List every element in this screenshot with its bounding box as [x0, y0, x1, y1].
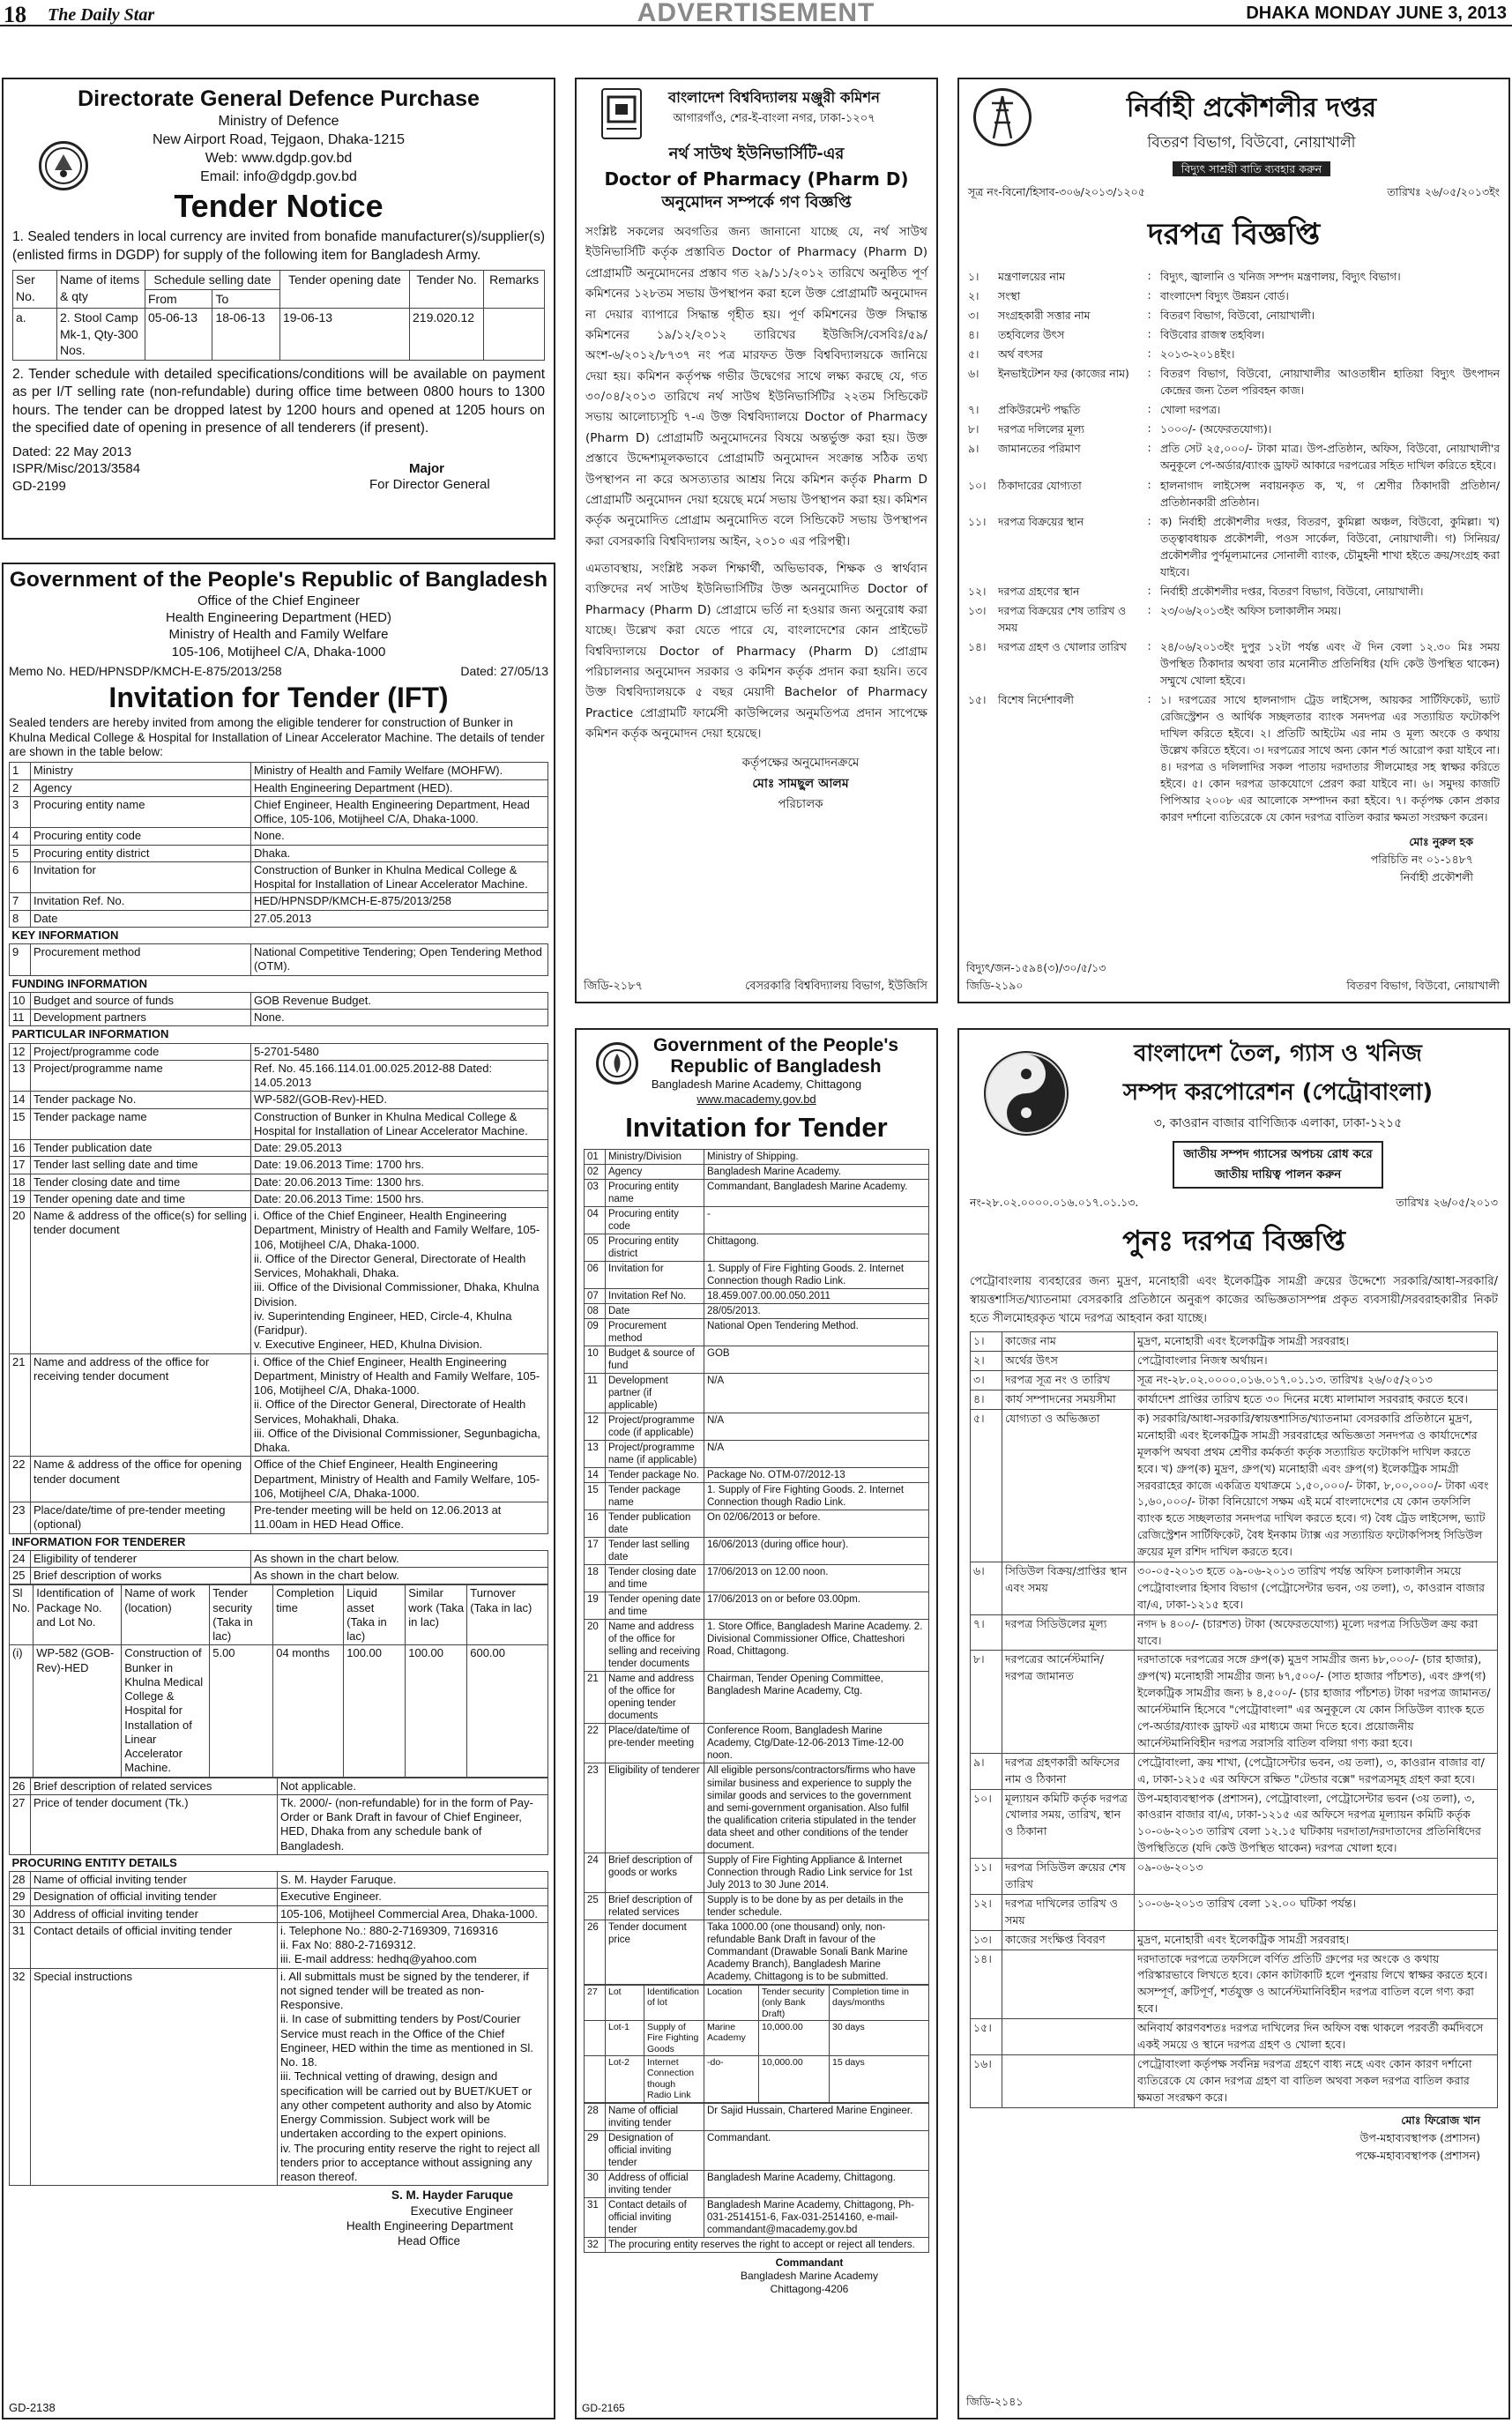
table-row: 03 Procuring entity name Commandant, Bangladesh Marine Academy. [585, 1179, 929, 1206]
gov-title: Government of the People's Republic of Bangladesh [652, 1035, 899, 1077]
table-row: 5 Procuring entity district Dhaka. [10, 845, 548, 861]
table-row: 29 Designation of official inviting tender Commandant. [585, 2130, 929, 2170]
ugc-logo-icon [601, 88, 642, 139]
ift-title: Invitation for Tender [625, 1111, 888, 1143]
gov-title: Government of the People's Republic of Bangladesh [9, 568, 548, 592]
table-row: 16 Tender publication date Date: 29.05.2013 [10, 1140, 548, 1157]
signatory-title: পরিচালক [778, 797, 823, 812]
signatory-for: পক্ষে-মহাব্যবস্থাপক (প্রশাসন) [1355, 2148, 1480, 2162]
list-item: ১৩। দরপত্র বিক্রয়ের শেষ তারিখ ও সময় ∶ ২৩/০৬/২০১৩ইং অফিস চলাকালীন সময়। [968, 604, 1342, 634]
table-row: ১৬। পেট্রোবাংলা কর্তৃপক্ষ সর্বনিম্ন দরপত্র গ্রহণে বাধ্য নহে এবং কোন কারণ দর্শানো ব্যতিরেকে যে কোন দরপত্র গ্রহণ বা বাতিল অথবা সকল দরপত্র বাতিল করার ক্ষমতা সংরক্ষণ করে। [971, 2054, 1498, 2107]
notice-heading: দরপত্র বিজ্ঞপ্তি [1147, 217, 1321, 252]
table-row: 9 Procurement method National Competitive Tendering; Open Tendering Method (OTM). [10, 944, 548, 976]
list-item: i. All submittals must be signed by the tenderer, if not signed tender will be treated as non-Responsive. [280, 1969, 529, 2012]
table-row: 2 Agency Health Engineering Department (HED). [10, 779, 548, 796]
table-row: 17 Tender last selling date 16/06/2013 (during office hour). [585, 1538, 929, 1565]
signature-note: কর্তৃপক্ষের অনুমোদনক্রমে [741, 756, 860, 771]
signatory-title: Commandant [775, 2255, 844, 2269]
ref-no: নং-২৮.০২.০০০০.০১৬.০১৭.০১.১৩. [970, 1196, 1139, 1209]
table-row: 26 Brief description of related services Not applicable. [10, 1778, 548, 1794]
table-row: 13 Project/programme name Ref. No. 45.166.114.01.00.025.2012-88 Dated: 14.05.2013 [10, 1060, 548, 1092]
list-item: ১৪। দরপত্র গ্রহণ ও খোলার তারিখ ∶ ২৪/০৬/২০১৩ইং দুপুর ১২টা পর্যন্ত এবং ঐ দিন বেলা ১২.৩০ মিঃ সময় উপস্থিত ঠিকাদার অথবা তার মনোনীত প্রতিনিধির (যদি কেউ উপস্থিত থাকেন) সম্মুখে খোলা হইবে। [968, 640, 1500, 688]
table-row: 24 Brief description of goods or works Supply of Fire Fighting Appliance & Internet Connection through Radio Link service for 1st July 2013 to 30 June 2014. [585, 1853, 929, 1892]
ad-petrobangla-retender [957, 1028, 1510, 2419]
list-item: ২। সংস্থা ∶ বাংলাদেশ বিদ্যুৎ উন্নয়ন বোর্ড। [968, 290, 1289, 303]
list-item: ৯। জামানতের পরিমাণ ∶ প্রতি সেট ২৫,০০০/- টাকা মাত্র। উপ-প্রতিষ্ঠান, অফিস, বিউবো, নোয়াখালী'র অনুকূলে পে-অর্ডার/ব্যাংক ড্রাফট আকারে দরপত্রের সহিত দাখিল করিতে হইবে। [968, 443, 1500, 473]
list-item: ৭। প্রকিউরমেন্ট পদ্ধতি ∶ খোলা দরপত্র। [968, 404, 1221, 417]
list-item: ৪। তহবিলের উৎস ∶ বিউবোর রাজস্ব তহবিল। [968, 329, 1265, 342]
ad-marine-academy-tender [575, 1028, 938, 2419]
list-item: ii. Office of the Director General, Directorate of Health Services, Mohakhali, Dhaka. [254, 1251, 526, 1280]
table-row: 15 Tender package name 1. Supply of Fire Fighting Goods. 2. Internet Connection though Radio Link. [585, 1483, 929, 1510]
table-row: ৭। দরপত্র সিডিউলের মূল্য নগদ ৳ ৪০০/- (চারশত) টাকা (অফেরতযোগ্য) মূল্যে দরপত্র সিডিউল ক্রয় করা যাবে। [971, 1614, 1498, 1651]
list-item: ৮। দরপত্র দলিলের মূল্য ∶ ১০০০/- (অফেরতযোগ্য)। [968, 423, 1272, 436]
signatory-address: Chittagong-4206 [770, 2282, 849, 2295]
signatory-for: For Director General [369, 477, 490, 493]
petrobangla-logo-icon [984, 1051, 1069, 1136]
table-row: ১২। দরপত্র দাখিলের তারিখ ও সময় ১০-০৬-২০১৩ তারিখ বেলা ১২.০০ ঘটিকা পর্যন্ত। [971, 1894, 1498, 1930]
table-row: ১। কাজের নাম মুদ্রণ, মনোহারী এবং ইলেকট্রিক সামগ্রী সরবরাহ। [971, 1332, 1498, 1352]
list-item: i. Telephone No.: 880-2-7169309, 7169316 [280, 1923, 498, 1937]
memo-no: বিদ্যুৎ/জন-১৫৯৪(৩)/৩০/৫/১৩ [966, 961, 1106, 974]
notice-title-2: Doctor of Pharmacy (Pharm D) [604, 168, 909, 190]
table-row: 18 Tender closing date and time Date: 20.06.2013 Time: 1300 hrs. [10, 1174, 548, 1190]
list-item: v. Executive Engineer, HED, Khulna Division. [254, 1338, 483, 1352]
ift-title: Invitation for Tender (IFT) [108, 681, 449, 713]
list-item: ১০। ঠিকাদারের যোগ্যতা ∶ হালনাগাদ লাইসেন্স নবায়নকৃত ক, খ, গ শ্রেণীর ঠিকাদারী প্রতিষ্ঠান/প্রতিষ্ঠানকারী প্রতিষ্ঠান। [968, 479, 1500, 509]
list-item: iii. Office of the Divisional Commissioner, Segunbagicha, Dhaka. [254, 1426, 540, 1455]
signatory-name: S. M. Hayder Faruque [391, 2188, 513, 2203]
ift-intro: Sealed tenders are hereby invited from among the eligible tenderer for construction of Bunker in Khulna Medical College & Hospital for Installation of Linear Accelerator Machine. The details of tender are shown in the table below: [9, 715, 545, 759]
energy-slogan: বিদ্যুৎ সাশ্রয়ী বাতি ব্যবহার করুন [1173, 161, 1330, 176]
org-title-1: বাংলাদেশ তৈল, গ্যাস ও খনিজ [1134, 1040, 1422, 1067]
table-row: 07 Invitation Ref No. 18.459.007.00.00.050.2011 [585, 1288, 929, 1303]
list-item: iv. Superintending Engineer, HED, Circle-4, Khulna (Faridpur). [254, 1308, 512, 1338]
ministry-line: Ministry of Health and Family Welfare [168, 627, 389, 643]
ift-table-2 [584, 2103, 929, 2253]
table-row: 08 Date 28/05/2013. [585, 1303, 929, 1318]
body-paragraph-2: এমতাবস্থায়, সংশ্লিষ্ট সকল শিক্ষার্থী, অভিভাবক, শিক্ষক ও স্বার্থবান ব্যক্তিদের নর্থ সাউথ ইউনিভার্সিটির উক্ত অননুমোদিত Doctor of Pharmacy (Pharm D) প্রোগ্রামে ভর্তি না হওয়ার জন্য অনুরোধ করা যাচ্ছে। উল্লেখ করা যেতে পারে যে, বাংলাদেশের কোন প্রাইভেট বিশ্ববিদ্যালয়ে Doctor of Pharmacy (Pharm D) প্রোগ্রাম পরিচালনার অনুমোদন সরকার ও কমিশন কর্তৃক প্রদান করা হয়নি। তবে উক্ত বিশ্ববিদ্যালয়কে ৫ বছর মেয়াদী Bachelor of Pharmacy Practice প্রোগ্রামটি ফার্মেসী কাউন্সিলের অনুমতিপত্র প্রদান সাপেক্ষে কমিশন কর্তৃক অনুমোদন দেয়া হয়েছে। [585, 562, 927, 741]
gd-code: GD-2199 [12, 479, 66, 495]
table-row: 11 Development partner (if applicable) N/A [585, 1374, 929, 1413]
org-name: Bangladesh Marine Academy, Chittagong [651, 1077, 862, 1092]
list-item: ১১। দরপত্র বিক্রয়ের স্থান ∶ ক) নির্বাহী প্রকৌশলীর দপ্তর, বিতরণ, কুমিল্লা অঞ্চল, বিউবো, কুমিল্লা। খ) তত্ত্বাবধায়ক প্রকৌশলী, পওস সার্কেল, বিউবো, নোয়াখালী। গ) সিনিয়র/প্রকৌশলীর পুর্ণমূল্যমানের সোনালী ব্যাংক, চৌমুহনী শাখা হইতে ক্রয়/সংগ্রহ করা যাইবে। [968, 515, 1500, 578]
ad-bpdb-tender [957, 78, 1510, 1003]
table-row: ৮। দরপত্রের আর্নেস্টমানি/দরপত্র জামানত দরদাতাকে দরপত্রের সঙ্গে গ্রুপ(ক) মুদ্রণ সামগ্রীর জন্য ৳৮,০০০/- (চার হাজার), গ্রুপ(খ) মনোহারী সামগ্রীর জন্য ৳৭,৫০০/- (সাত হাজার পাঁচশত), এবং গ্রুপ(গ) ইলেকট্রিক সামগ্রীর জন্য ৳ ৪,৫০০/- (চার হাজার পাঁচশত) টাকা দরপত্র জামানত/আর্নেস্টমানি হিসেবে "পেট্রোবাংলা" এর অনুকূলে যে কোন সিডিউল ব্যাংক হতে পে-অর্ডার/ব্যাংক ড্রাফট এর মাধ্যমে জমা দিতে হবে। প্রয়োজনীয় আর্নেস্টমানিবিহীন দরপত্র সরাসরি বাতিল বলিয়া গণ্য করা হবে। [971, 1651, 1498, 1753]
table-row: 04 Procuring entity code - [585, 1206, 929, 1234]
dept-line: Health Engineering Department (HED) [166, 610, 391, 626]
lot-table: 27 Lot Identification of lot Location Tender security (only Bank Draft) Completion time in days/months Lot-1 Supply of Fire Fighting Goods Marine Academy 10,000.00 30 days Lot-2 Internet Connection though Radio Link -do- 10,000.00 15 days [584, 1985, 929, 2103]
dateline: DHAKA MONDAY JUNE 3, 2013 [1246, 4, 1507, 23]
table-row: ৯। দরপত্র গ্রহণকারী অফিসের নাম ও ঠিকানা পেট্রোবাংলা, ক্রয় শাখা, (পেট্রোসেন্টার ভবন, ৩য় তলা), ৩, কাওরান বাজার বা/এ, ঢাকা-১২১৫ এর অফিসে রক্ষিত "টেন্ডার বক্সে" দরপত্রসমূহ গ্রহণ করা হবে। [971, 1753, 1498, 1789]
table-row: 4 Procuring entity code None. [10, 828, 548, 845]
table-row: 10 Budget & source of fund GOB [585, 1346, 929, 1374]
table-row: 06 Invitation for 1. Supply of Fire Fighting Goods. 2. Internet Connection though Radio Link. [585, 1261, 929, 1288]
table-row: 05 Procuring entity district Chittagong. [585, 1234, 929, 1261]
table-row: 12 Project/programme code (if applicable) N/A [585, 1413, 929, 1441]
table-row: (i) WP-582 (GOB-Rev)-HED Construction of Bunker in Khulna Medical College & Hospital for Installation of Linear Accelerator Machine. 5.00 04 months 100.00 100.00 600.00 [10, 1645, 548, 1777]
list-item: iii. Technical vetting of drawing, design and specification will be carried out by BUET/KUET or any other competent authority and also by Atomic Energy Commission. Subject work will be undertaken according to the expert opinions. [280, 2069, 533, 2141]
dgdp-emblem-icon [39, 141, 88, 190]
table-row: 8 Date 27.05.2013 [10, 910, 548, 927]
list-item: ii. Fax No: 880-2-7169312. [280, 1938, 416, 1952]
ad-dgdp-tender-notice [2, 78, 555, 540]
table-row: 25 Brief description of works As shown in the chart below. [10, 1568, 548, 1584]
list-item: ১২। দরপত্র গ্রহণের স্থান ∶ নির্বাহী প্রকৌশলীর দপ্তর, বিতরণ বিভাগ, বিউবো, নোয়াখালী। [968, 585, 1424, 598]
list-item: ৫। অর্থ বৎসর ∶ ২০১৩-২০১৪ইং। [968, 348, 1235, 362]
table-row: 14 Tender package No. WP-582/(GOB-Rev)-HED. [10, 1092, 548, 1108]
list-item: iv. The procuring entity reserve the right to reject all tenders prior to acceptance without assigning any reason thereof. [280, 2141, 540, 2184]
list-item: ১৫। বিশেষ নির্দেশাবলী ∶ ১। দরপত্রের সাথে হালনাগাদ ট্রেড লাইসেন্স, আয়কর সার্টিফিকেট, ভ্যাট রেজিস্ট্রেশন ও আর্থিক সচ্ছলতার ব্যাংক সনদপত্র এর সত্যায়িত ফটোকপি দাখিল করিতে হইবে। ২। প্রতিটি আইটেম এর নাম ও মূল্য অংকে ও কথায় উল্লেখ করিতে হইবে। ৩। দরপত্রের সাথে অন্য কোন শর্ত আরোপ করা যাইবে না। ৪। দরপত্র ও দলিলাদির সকল পাতায় দরদাতার সীলমোহর সহ স্বাক্ষর করিতে হইবে। ৫। কোন দরপত্র ডাকযোগে প্রেরণ করা যাইবে না। ৬। সমুদয় কাজটি পিপিআর ২০০৮ এর আলোকে সম্পাদন করা হইবে। ৭। কর্তৃপক্ষ কোন প্রকার কারণ দর্শানো ব্যতিরেকে যে কোন দরপত্র বাতিল করার ক্ষমতা সংরক্ষণ করেন। [968, 694, 1500, 824]
office-sub: বিতরণ বিভাগ, বিউবো, নোয়াখালী [1147, 134, 1356, 152]
table-row: 19 Tender opening date and time 17/06/2013 on or before 03.00pm. [585, 1592, 929, 1620]
signatory-name: মোঃ ফিরোজ খান [1401, 2113, 1480, 2127]
table-row: ৬। সিডিউল বিক্রয়/প্রাপ্তির স্থান এবং সময় ৩০-০৫-২০১৩ হতে ০৯-০৬-২০১৩ তারিখ পর্যন্ত অফিস চলাকালীন সময়ে পেট্রোবাংলার হিসাব বিভাগ (পেট্রোসেন্টার ভবন, ৩য় তলা), ৩, কাওরান বাজার বা/এ, ঢাকা-১২১৫ হবে। [971, 1562, 1498, 1614]
table-row: 20 Name and address of the office for selling and receiving tender documents 1. Store Office, Bangladesh Marine Academy. 2. Divisional Commissioner Office, Chatteshori Road, Chittagong. [585, 1620, 929, 1672]
dated: Dated: 22 May 2013 [12, 444, 132, 459]
table-row: ৪। কার্য সম্পাদনের সময়সীমা কার্যাদেশ প্রাপ্তির তারিখ হতে ৩০ দিনের মধ্যে মালামাল সরবরাহ করতে হবে। [971, 1390, 1498, 1410]
ministry-line: Ministry of Defence [218, 114, 339, 129]
notice-title: Tender Notice [174, 188, 384, 225]
table-row: 28 Name of official inviting tender Dr Sajid Hussain, Chartered Marine Engineer. [585, 2103, 929, 2130]
table-row: 30 Address of official inviting tender Bangladesh Marine Academy, Chittagong. [585, 2170, 929, 2197]
ift-table [584, 1149, 929, 1985]
slogan-box: জাতীয় সম্পদ গ্যাসের অপচয় রোধ করে জাতীয় দায়িত্ব পালন করুন [1173, 1141, 1382, 1189]
retender-table [970, 1331, 1498, 2107]
list-item: ১। মন্ত্রণালয়ের নাম ∶ বিদ্যুৎ, জ্বালানি ও খনিজ সম্পদ মন্ত্রণালয়, বিদ্যুৎ বিভাগ। [968, 271, 1401, 283]
address-line: 105-106, Motijheel C/A, Dhaka-1000 [171, 644, 386, 660]
ref-date: তারিখঃ ২৬/০৫/২০১৩ইং [1387, 185, 1500, 198]
bangladesh-emblem-icon [596, 1042, 638, 1085]
gd-code: জিডি-২১৪১ [966, 2395, 1024, 2408]
table-row: ১৩। কাজের সংক্ষিপ্ত বিবরণ মুদ্রণ, মনোহারী এবং ইলেকট্রিক সামগ্রী সরবরাহ। [971, 1930, 1498, 1950]
page-number: 18 [4, 2, 26, 27]
table-row: 23 Eligibility of tenderer All eligible persons/contractors/firms who have similar business and experience to supply the similar goods and services to the government and semi-government organisation. Also fulfil the qualification criteria stipulated in the tender data sheet and other conditions of the tender document. [585, 1763, 929, 1853]
notice-title-3: অনুমোদন সম্পর্কে গণ বিজ্ঞপ্তি [661, 193, 852, 212]
table-row: 09 Procurement method National Open Tendering Method. [585, 1318, 929, 1346]
signatory-dept: Health Engineering Department [346, 2218, 513, 2233]
web-line: Web: www.dgdp.gov.bd [205, 151, 353, 167]
table-row: ১১। দরপত্র সিডিউল ক্রয়ের শেষ তারিখ ০৯-০৬-২০১৩ [971, 1859, 1498, 1895]
table-row: a. 2. Stool Camp Mk-1, Qty-300 Nos. 05-06-13 18-06-13 19-06-13 219.020.12 [13, 309, 545, 360]
gd-code: GD-2138 [9, 2401, 56, 2414]
list-item: iii. E-mail address: hedhq@yahoo.com [280, 1952, 477, 1966]
table-row: ৫। যোগ্যতা ও অভিজ্ঞতা ক) সরকারি/আধা-সরকারি/স্বায়ত্তশাসিত/খ্যাতনামা বেসরকারি প্রতিষ্ঠানে মুদ্রণ, মনোহারী এবং ইলেকট্রিক সামগ্রী সরবরাহের অভিজ্ঞতা সনদপত্র ও কার্যাদেশের মূলকপি অথবা প্রথম শ্রেণীর কর্মকর্তা কর্তৃক সত্যায়িত ফটোকপি দাখিল করতে হবে। খ) গ্রুপ(ক) মুদ্রণ, গ্রুপ(খ) মনোহারী এবং গ্রুপ(গ) ইলেকট্রিক সামগ্রী সরবরাহের কাজে একত্রিত যথাক্রমে ১,৫০,০০০/- টাকা, ৮,০০,০০০/- টাকা এবং ১,৬০,০০০/- টাকা বিনিয়োগে সক্ষম এই মর্মে বাংলাদেশের যে কোন তফসিলি ব্যাংক হতে সচ্ছলতার সনদপত্র দাখিল করতে হবে। গ) বৈধ ট্রেড লাইসেন্স, ভ্যাট রেজিস্ট্রেশন সার্টিফিকেট, বৈধ ইনকাম ট্যাক্স এর সত্যায়িত ফটোকপিসহ সিডিউল ক্রয়ের মূল রশিদ দাখিল করতে হবে। [971, 1409, 1498, 1562]
table-row: 01 Ministry/Division Ministry of Shipping. [585, 1149, 929, 1164]
signatory-title: Executive Engineer [410, 2203, 513, 2218]
table-row: 6 Invitation for Construction of Bunker in Khulna Medical College & Hospital for Installation of Linear Accelerator Machine. [10, 861, 548, 893]
org-title-2: সম্পদ করপোরেশন (পেট্রোবাংলা) [1122, 1079, 1434, 1106]
table-row: 20 Name & address of the office(s) for selling tender document i. Office of the Chief Engineer, Health Engineering Department, Ministry of Health and Family Welfare, 105-106, Motijheel C/A, Dhaka-1000. ii. Office of the Director General, Directorate of Health Services, Mohakhali, Dhaka. iii. Office of the Divisional Commissioner, Dhaka, Khulna Division. iv. Superintending Engineer, HED, Circle-4, Khulna (Faridpur). v. Executive Engineer, HED, Khulna Division. [10, 1208, 548, 1354]
table-row: ৩। দরপত্র সূত্র নং ও তারিখ সূত্র নং-২৮.০২.০০০০.০১৬.০১৭.০১.১৩. তারিখঃ ২৬/০৫/২০১৩ [971, 1371, 1498, 1390]
table-row: Lot-2 Internet Connection though Radio Link -do- 10,000.00 15 days [585, 2056, 929, 2103]
table-row: 19 Tender opening date and time Date: 20.06.2013 Time: 1500 hrs. [10, 1190, 548, 1207]
table-row: 17 Tender last selling date and time Date: 19.06.2013 Time: 1700 hrs. [10, 1157, 548, 1174]
masthead [0, 0, 1512, 26]
org-name: বাংলাদেশ বিশ্ববিদ্যালয় মঞ্জুরী কমিশন [667, 89, 881, 106]
signatory-title: নির্বাহী প্রকৌশলী [1400, 870, 1473, 884]
office-line: Office of the Chief Engineer [197, 593, 360, 608]
lot-table: Sl No. Identification of Package No. and Lot No. Name of work (location) Tender security (Taka in lac) Completion time Liquid asset (Taka in lac) Similar work (Taka in lac) Turnover (Taka in lac) (i) WP-582 (GOB-Rev)-HED Construction of Bunker in Khulna Medical College & Hospital for Installation of Linear Accelerator Machine. 5.00 04 months 100.00 100.00 600.00 [9, 1584, 548, 1777]
signatory-name: মোঃ নুরুল হক [1409, 835, 1473, 849]
table-row: 12 Project/programme code 5-2701-5480 [10, 1043, 548, 1060]
list-item: ৩। সংগ্রহকারী সত্তার নাম ∶ বিতরণ বিভাগ, বিউবো, নোয়াখালী। [968, 309, 1315, 323]
ref-no: সূত্র নং-বিনো/হিসাব-৩০৬/২০১৩/১২০৫ [968, 185, 1145, 198]
ift-table: 1 Ministry Ministry of Health and Family Welfare (MOHFW). 2 Agency Health Engineering Department (HED). 3 Procuring entity name Chief Engineer, Health Engineering Department, Head Office, 105-106, Motijheel C/A, Dhaka-1000. 4 Procuring entity code None. 5 Procuring entity district Dhaka. 6 Invitation for Construction of Bunker in Khulna Medical College & Hospital for Installation of Linear Accelerator Machine. 7 Invitation Ref. No. HED/HPNSDP/KMCH-E-875/2013/258 8 Date 27.05.2013 KEY INFORMATION 9 Procurement method National Competitive Tendering; Open Tendering Method (OTM). FUNDING INFORMATION 10 Budget and source of funds GOB Revenue Budget. 11 Development partners None. PARTICULAR INFORMATION 12 Project/programme code 5-2701-5480 13 Project/programme name Ref. No. 45.166.114.01.00.025.2012-88 Dated: 14.05.2013 14 Tender package No. WP-582/(GOB-Rev)-HED. 15 Tender package name Construction of Bunker in Khulna Medical College & Hospital for Installation of Linear Accelerator Machine. 16 Tender publication date Date: 29.05.2013 17 Tender last selling date and time Date: 19.06.2013 Time: 1700 hrs. 18 Tender closing date and time Date: 20.06.2013 Time: 1300 hrs. 19 Tender opening date and time Date: 20.06.2013 Time: 1500 hrs. 20 Name & address of the office(s) for selling tender document i. Office of the Chief Engineer, Health Engineering Department, Ministry of Health and Family Welfare, 105-106, Motijheel C/A, Dhaka-1000. ii. Office of the Director General, Directorate of Health Services, Mohakhali, Dhaka. iii. Office of the Divisional Commissioner, Dhaka, Khulna Division. iv. Superintending Engineer, HED, Circle-4, Khulna (Faridpur). v. Executive Engineer, HED, Khulna Division. 21 Name and address of the office for receiving tender document i. Office of the Chief Engineer, Health Engineering Department, Ministry of Health and Family Welfare, 105-106, Motijheel C/A, Dhaka-1000. ii. Office of the Director General, Directorate of Health Services, Mohakhali, Dhaka. iii. Office of the Divisional Commissioner, Segunbagicha, Dhaka. 22 Name & address of the office for opening tender document Office of the Chief Engineer, Health Engineering Department, Ministry of Health and Family Welfare, 105-106, Motijheel C/A, Dhaka-1000. 23 Place/date/time of pre-tender meeting (optional) Pre-tender meeting will be held on 12.06.2013 at 11.00am in HED Head Office. INFORMATION FOR TENDERER 24 Eligibility of tenderer As shown in the chart below. 25 Brief description of works As shown in the chart below. [9, 762, 548, 1584]
table-row: 10 Budget and source of funds GOB Revenue Budget. [10, 992, 548, 1009]
table-row: 18 Tender closing date and time 17/06/2013 on 12.00 noon. [585, 1565, 929, 1592]
table-row: 31 Contact details of official inviting tender i. Telephone No.: 880-2-7169309, 7169316 ii. Fax No: 880-2-7169312. iii. E-mail address: hedhq@yahoo.com [10, 1922, 548, 1968]
ad-ugc-notice [575, 78, 938, 1003]
table-row: ১৪। দরদাতাকে দরপত্রে তফসিলে বর্ণিত প্রতিটি গ্রুপের দর অংকে ও কথায় পরিস্কারভাবে লিখতে হবে। কোন কাটাকাটি হলে পুনরায় লিখে স্বাক্ষর করতে হবে। অসম্পূর্ণ, ক্রটিপূর্ণ, শর্তযুক্ত ও আর্নেস্টমানিবিহীন দরপত্র বাতিল বলে গণ্য করা হবে। [971, 1950, 1498, 2019]
table-row: 24 Eligibility of tenderer As shown in the chart below. [10, 1550, 548, 1567]
ispr-ref: ISPR/Misc/2013/3584 [12, 461, 141, 477]
table-row: 25 Brief description of related services Supply is to be done by as per details in the tender schedule. [585, 1892, 929, 1920]
gd-code: জিডি-২১৯০ [966, 979, 1024, 992]
table-row: 29 Designation of official inviting tender Executive Engineer. [10, 1889, 548, 1905]
table-row: 22 Name & address of the office for opening tender document Office of the Chief Engineer, Health Engineering Department, Ministry of Health and Family Welfare, 105-106, Motijheel C/A, Dhaka-1000. [10, 1457, 548, 1502]
gd-code: GD-2165 [582, 2402, 625, 2414]
signatory-title: উপ-মহাব্যবস্থাপক (প্রশাসন) [1359, 2130, 1480, 2144]
table-row: 30 Address of official inviting tender 105-106, Motijheel Commercial Area, Dhaka-1000. [10, 1905, 548, 1922]
table-row: 32 The procuring entity reserves the right to accept or reject all tenders. [585, 2237, 929, 2252]
table-row: 22 Place/date/time of pre-tender meeting Conference Room, Bangladesh Marine Academy, Ctg/Date-12-06-2013 Time-12-00 noon. [585, 1724, 929, 1763]
table-row: 23 Place/date/time of pre-tender meeting (optional) Pre-tender meeting will be held on 12.06.2013 at 11.00am in HED Head Office. [10, 1502, 548, 1534]
bpdb-tower-icon [973, 88, 1032, 146]
tender-table: Ser No. Name of items & qty Schedule selling date Tender opening date Tender No. Remarks From To a. 2. Stool Camp Mk-1, Qty-300 Nos. 05-06-13 18-06-13 19-06-13 219.020.12 [12, 270, 545, 360]
table-row: 7 Invitation Ref. No. HED/HPNSDP/KMCH-E-875/2013/258 [10, 893, 548, 910]
table-row: 27 Price of tender document (Tk.) Tk. 2000/- (non-refundable) for in the form of Pay-Order or Bank Draft in favour of Chief Engineer, HED, Dhaka from any schedule bank of Bangladesh. [10, 1794, 548, 1854]
table-row: 3 Procuring entity name Chief Engineer, Health Engineering Department, Head Office, 105-106, Motijheel C/A, Dhaka-1000. [10, 796, 548, 828]
email-line: Email: info@dgdp.gov.bd [200, 169, 357, 185]
signatory-office: Head Office [397, 2234, 460, 2248]
table-row: 28 Name of official inviting tender S. M. Hayder Faruque. [10, 1872, 548, 1889]
signatory-org: Bangladesh Marine Academy [740, 2269, 879, 2282]
list-item: ii. In case of submitting tenders by Post/Courier Service must reach in the Office of the Chief Engineer, HED within the time as mentioned in Sl. No. 18. [280, 2012, 533, 2069]
table-row: 1 Ministry Ministry of Health and Family Welfare (MOHFW). [10, 763, 548, 779]
paragraph-1: 1. Sealed tenders in local currency are invited from bonafide manufacturer(s)/supplier(s) (enlisted firms in DGDP) for supply of the following item for Bangladesh Army. [12, 229, 545, 263]
table-row: ২। অর্থের উৎস পেট্রোবাংলার নিজস্ব অর্থায়ন। [971, 1352, 1498, 1371]
body-paragraph-1: সংশ্লিষ্ট সকলের অবগতির জন্য জানানো যাচ্ছে যে, নর্থ সাউথ ইউনিভার্সিটি কর্তৃক প্রস্তাবিত Doctor of Pharmacy (Pharm D) প্রোগ্রামটি অনুমোদনের প্রস্তাব গত ২৯/১১/২০১২ তারিখে অনুষ্ঠিত পূর্ণ কমিশনের ১২৮তম সভায় উপস্থাপন করা হলে উক্ত প্রোগ্রামটি অনুমোদন না দেয়ার ব্যাপারে সিদ্ধান্ত গৃহীত হয়। পূর্ণ কমিশনের উক্ত সিদ্ধান্ত কমিশনের ১৯/১২/২০১২ তারিখের ইউজিসি/বেসবিঃ/৫৯/অংশ-৬/২০১২/৮৭৩৭ নং পত্র মারফত উক্ত বিশ্ববিদ্যালয়কে জানিয়ে দেয়া হয়। কমিশন কর্তৃপক্ষ গভীর উদ্বেগের সাথে লক্ষ্য করছে যে, গত ৩০/০৪/২০১৩ তারিখে নর্থ সাউথ ইউনিভার্সিটির ২২তম সিন্ডিকেট সভায় আলোচ্যসূচি ৭-এ উক্ত বিশ্ববিদ্যালয়ে Doctor of Pharmacy (Pharm D) প্রোগ্রামটি অনুমোদনের বিষয়ে অন্তর্ভুক্ত করা হয়। উক্ত প্রস্তাবে উদ্দেশ্যমূলকভাবে প্রোগ্রামটি অনুমোদন সংক্রান্ত সঠিক তথ্য উপস্থাপন না করে অসত্যতার আশ্রয় নিয়ে কমিশন কর্তৃক Pharm D প্রোগ্রামটি অনুমোদন দেয়া হয়েছে মর্মে সভায় উপস্থাপন করা হয়। কমিশন কর্তৃক অনুমোদিত প্রোগ্রাম অনুমোদিত বলে সিন্ডিকেট সভায় উপস্থাপন করা বেসরকারি বিশ্ববিদ্যালয় আইন, ২০১০ এর পরিপন্থী। [585, 225, 927, 548]
list-item: i. Office of the Chief Engineer, Health Engineering Department, Ministry of Health and Family Welfare, 105-106, Motijheel C/A, Dhaka-1000. [254, 1209, 540, 1251]
address-line: আগারগাঁও, শের-ই-বাংলা নগর, ঢাকা-১২০৭ [673, 112, 875, 125]
paragraph-2: 2. Tender schedule with detailed specifications/conditions will be available on payment as per I/T selling rate (non-refundable) during office time between 0800 hours to 1300 hours. The tender can be dropped latest by 1200 hours and opened at 1205 hours on the specified date of opening in presence of all tenderers (if present). [12, 366, 545, 436]
signatory-dept: বিতরণ বিভাগ, বিউবো, নোয়াখালী [1346, 979, 1500, 992]
address-line: ৩, কাওরান বাজার বাণিজ্যিক এলাকা, ঢাকা-১২১৫ [1153, 1116, 1403, 1130]
section-title: ADVERTISEMENT [637, 0, 875, 27]
gd-code: জিডি-২১৮৭ [584, 980, 644, 993]
list-item: i. Office of the Chief Engineer, Health Engineering Department, Ministry of Health and Family Welfare, 105-106, Motijheel C/A, Dhaka-1000. [254, 1354, 540, 1398]
web-link[interactable]: www.macademy.gov.bd [696, 1092, 816, 1106]
table-row: Lot-1 Supply of Fire Fighting Goods Marine Academy 10,000.00 30 days [585, 2020, 929, 2055]
notice-title-1: নর্থ সাউথ ইউনিভার্সিটি-এর [668, 145, 845, 163]
table-row: 21 Name and address of the office for receiving tender document i. Office of the Chief Engineer, Health Engineering Department, Ministry of Health and Family Welfare, 105-106, Motijheel C/A, Dhaka-1000. ii. Office of the Director General, Directorate of Health Services, Mohakhali, Dhaka. iii. Office of the Divisional Commissioner, Segunbagicha, Dhaka. [10, 1353, 548, 1457]
ad-hed-ift [2, 563, 555, 2419]
address-line: New Airport Road, Tejgaon, Dhaka-1215 [152, 132, 406, 148]
org-name: Directorate General Defence Purchase [78, 86, 480, 111]
list-item: iii. Office of the Divisional Commissioner, Dhaka, Khulna Division. [254, 1280, 540, 1308]
table-row: ১৫। অনিবার্য কারণবশতঃ দরপত্র দাখিলের দিন অফিস বন্ধ থাকলে পরবর্তী কর্মদিবসে একই সময়ে ও স্থানে দরপত্র গ্রহণ ও খোলা হবে। [971, 2019, 1498, 2055]
signatory-rank: Major [409, 461, 445, 477]
intro-paragraph: পেট্রোবাংলায় ব্যবহারের জন্য মুদ্রণ, মনোহারী এবং ইলেকট্রিক সামগ্রী ক্রয়ের উদ্দেশ্যে সরকারি/আধা-সরকারি/স্বায়ত্তশাসিত/খ্যাতনামা বেসরকারি প্রতিষ্ঠানে অনুরূপ কাজের অভিজ্ঞতাসম্পন্ন প্রকৃত ব্যবসায়ী/সরবরাহকারীর নিকট হতে সীলমোহরকৃত খামে দরপত্র আহবান করা যাচ্ছে। [970, 1275, 1498, 1325]
office-title: নির্বাহী প্রকৌশলীর দপ্তর [1126, 93, 1377, 123]
ref-date: তারিখঃ ২৬/০৫/২০১৩ [1396, 1196, 1498, 1209]
list-item: ii. Office of the Director General, Directorate of Health Services, Mohakhali, Dhaka. [254, 1398, 526, 1426]
paper-name: The Daily Star [48, 5, 155, 25]
signatory-name: মোঃ সামছুল আলম [752, 777, 849, 792]
signatory-dept: বেসরকারি বিশ্ববিদ্যালয় বিভাগ, ইউজিসি [744, 980, 927, 993]
table-row: 02 Agency Bangladesh Marine Academy. [585, 1164, 929, 1179]
table-row: 32 Special instructions i. All submittals must be signed by the tenderer, if not signed tender will be treated as non-Responsive. ii. In case of submitting tenders by Post/Courier Service must reach in the Office of the Chief Engineer, HED within the time as mentioned in Sl. No. 18. iii. Technical vetting of drawing, design and specification will be carried out by BUET/KUET or any other competent authority and also by Atomic Energy Commission. Subject work will be undertaken according to the expert opinions. iv. The procuring entity reserve the right to reject all tenders prior to acceptance without assigning any reason thereof. [10, 1968, 548, 2186]
list-item: ৬। ইনভাইটেশন ফর (কাজের নাম) ∶ বিতরণ বিভাগ, বিউবো, নোয়াখালীর আওতাধীন হাতিয়া বিদ্যুৎ উৎপাদন কেন্দ্রের জন্য তৈল পরিবহন কাজ। [968, 368, 1500, 398]
table-row: 16 Tender publication date On 02/06/2013 or before. [585, 1510, 929, 1538]
table-row: 13 Project/programme name (if applicable) N/A [585, 1441, 929, 1468]
signatory-id: পরিচিতি নং ০১-১৪৮৭ [1370, 853, 1473, 867]
table-row: 14 Tender package No. Package No. OTM-07/2012-13 [585, 1468, 929, 1483]
notice-heading: পুনঃ দরপত্র বিজ্ঞপ্তি [1122, 1224, 1345, 1257]
table-row: ১০। মূল্যায়ন কমিটি কর্তৃক দরপত্র খোলার সময়, তারিখ, স্থান ও ঠিকানা উপ-মহাব্যবস্থাপক (প্রশাসন), পেট্রোবাংলা, পেট্রোসেন্টার ভবন (৩য় তলা), ৩, কাওরান বাজার বা/এ, ঢাকা-১২১৫ এর অফিসে দরপত্র মূল্যায়ন কমিটি কর্তৃক ১০-০৬-২০১৩ তারিখ বেলা ১২.১৫ ঘটিকায় দরদাতা/দরদাতাদের প্রতিনিধিদের উপস্থিতিতে (যদি কেউ উপস্থিত থাকেন) দরপত্র খোলা হবে। [971, 1789, 1498, 1859]
ift-table-2: 26 Brief description of related services Not applicable. 27 Price of tender document (Tk.) Tk. 2000/- (non-refundable) for in the form of Pay-Order or Bank Draft in favour of Chief Engineer, HED, Dhaka from any schedule bank of Bangladesh. PROCURING ENTITY DETAILS 28 Name of official inviting tender S. M. Hayder Faruque. 29 Designation of official inviting tender Executive Engineer. 30 Address of official inviting tender 105-106, Motijheel Commercial Area, Dhaka-1000. 31 Contact details of official inviting tender i. Telephone No.: 880-2-7169309, 7169316 ii. Fax No: 880-2-7169312. iii. E-mail address: hedhq@yahoo.com 32 Special instructions i. All submittals must be signed by the tenderer, if not signed tender will be treated as non-Responsive. ii. In case of submitting tenders by Post/Courier Service must reach in the Office of the Chief Engineer, HED within the time as mentioned in Sl. No. 18. iii. Technical vetting of drawing, design and specification will be carried out by BUET/KUET or any other competent authority and also by Atomic Energy Commission. Subject work will be undertaken according to the expert opinions. iv. The procuring entity reserve the right to reject all tenders prior to acceptance without assigning any reason thereof. [9, 1778, 548, 2187]
table-row: 21 Name and address of the office for opening tender documents Chairman, Tender Opening Committee, Bangladesh Marine Academy, Ctg. [585, 1672, 929, 1724]
table-row: 31 Contact details of official inviting tender Bangladesh Marine Academy, Chittagong, Ph-031-2514151-6, Fax-031-2514160, e-mail-commandant@macademy.gov.bd [585, 2197, 929, 2237]
table-row: 15 Tender package name Construction of Bunker in Khulna Medical College & Hospital for Installation of Linear Accelerator Machine. [10, 1108, 548, 1140]
table-row: 26 Tender document price Taka 1000.00 (one thousand) only, non-refundable Bank Draft in favour of the Commandant (Drawable Sonali Bank Marine Academy Branch), Bangladesh Marine Academy, Chittagong is to be submitted. [585, 1920, 929, 1984]
memo-no: Memo No. HED/HPNSDP/KMCH-E-875/2013/258 [9, 663, 282, 678]
table-row: 11 Development partners None. [10, 1010, 548, 1026]
memo-date: Dated: 27/05/13 [460, 663, 548, 678]
